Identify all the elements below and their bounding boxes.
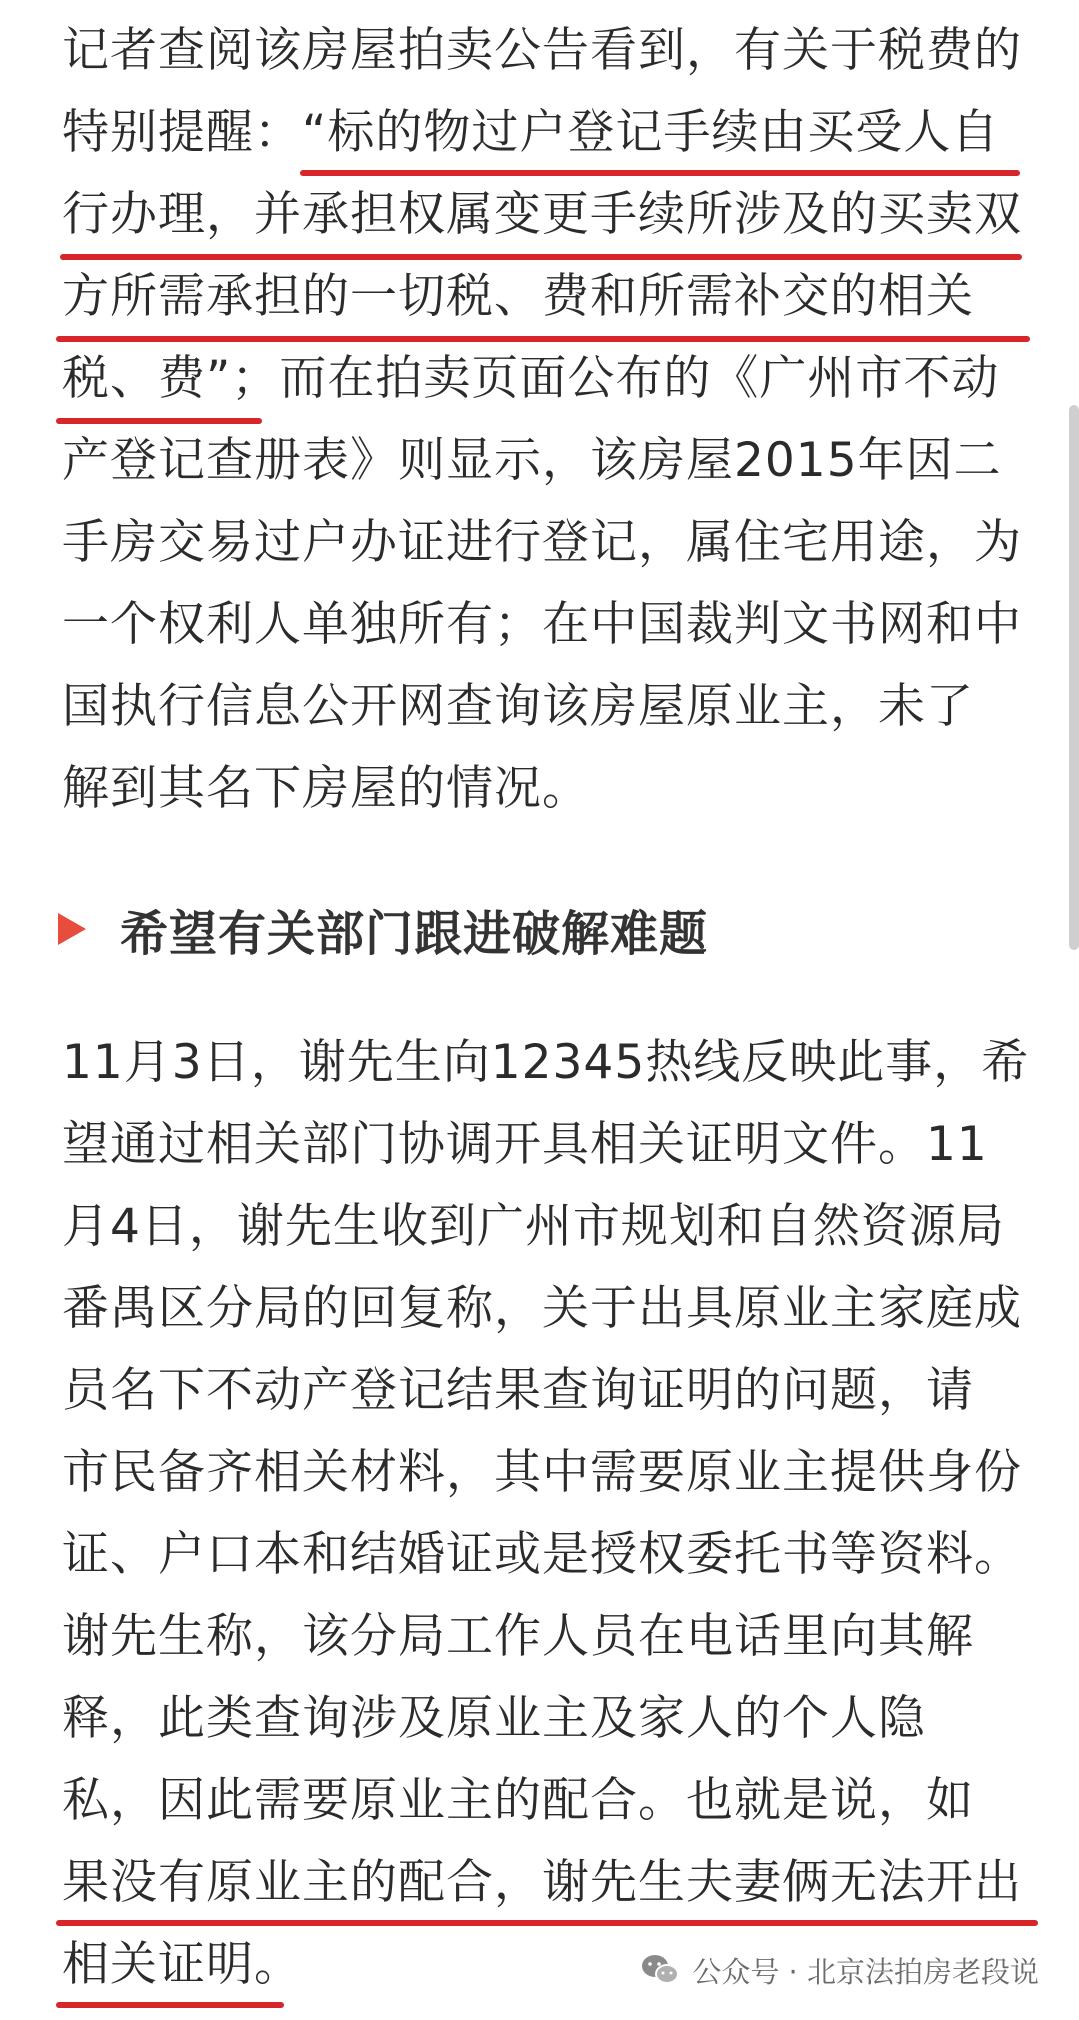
text-line: 相关证明。 — [62, 1937, 302, 1992]
text-line: 望通过相关部门协调开具相关证明文件。11 — [62, 1117, 988, 1172]
text-line: 市民备齐相关材料，其中需要原业主提供身份 — [62, 1445, 1022, 1500]
text-line: 产登记查册表》则显示，该房屋2015年因二 — [62, 433, 1002, 488]
text-line: 释，此类查询涉及原业主及家人的个人隐 — [62, 1691, 926, 1746]
text-line: 方所需承担的一切税、费和所需补交的相关 — [62, 269, 974, 324]
text-line: 手房交易过户办证进行登记，属住宅用途，为 — [62, 515, 1022, 570]
scrollbar[interactable] — [1069, 405, 1079, 950]
text-line: 一个权利人单独所有；在中国裁判文书网和中 — [62, 597, 1022, 652]
text-line: 月4日，谢先生收到广州市规划和自然资源局 — [62, 1199, 1005, 1254]
highlight-underline — [56, 1920, 1038, 1926]
triangle-marker-icon — [58, 913, 86, 945]
highlight-underline — [56, 336, 1030, 342]
text-line: 记者查阅该房屋拍卖公告看到，有关于税费的 — [62, 23, 1022, 78]
text-line: 员名下不动产登记结果查询证明的问题，请 — [62, 1363, 974, 1418]
text-line: 税、费”；而在拍卖页面公布的《广州市不动 — [62, 351, 1000, 406]
text-line: 特别提醒：“标的物过户登记手续由买受人自 — [62, 105, 1000, 160]
section-heading — [58, 888, 1018, 970]
highlight-underline — [56, 418, 262, 424]
text-line: 11月3日，谢先生向12345热线反映此事，希 — [62, 1035, 1030, 1090]
text-line: 番禺区分局的回复称，关于出具原业主家庭成 — [62, 1281, 1022, 1336]
watermark — [640, 1944, 1039, 1996]
watermark-text: 公众号 · 北京法拍房老段说 — [692, 1954, 1039, 1989]
text-line: 行办理，并承担权属变更手续所涉及的买卖双 — [62, 187, 1022, 242]
wechat-icon — [640, 1953, 680, 1987]
highlight-underline — [56, 2002, 284, 2008]
text-line: 国执行信息公开网查询该房屋原业主，未了 — [62, 679, 974, 734]
text-line: 解到其名下房屋的情况。 — [62, 761, 590, 816]
text-line: 证、户口本和结婚证或是授权委托书等资料。 — [62, 1527, 1022, 1582]
highlight-underline — [60, 254, 1022, 260]
text-line: 私，因此需要原业主的配合。也就是说，如 — [62, 1773, 974, 1828]
highlight-underline — [300, 170, 1020, 176]
text-line: 谢先生称，该分局工作人员在电话里向其解 — [62, 1609, 974, 1664]
section-heading-text: 希望有关部门跟进破解难题 — [120, 905, 709, 962]
text-line: 果没有原业主的配合，谢先生夫妻俩无法开出 — [62, 1855, 1022, 1910]
